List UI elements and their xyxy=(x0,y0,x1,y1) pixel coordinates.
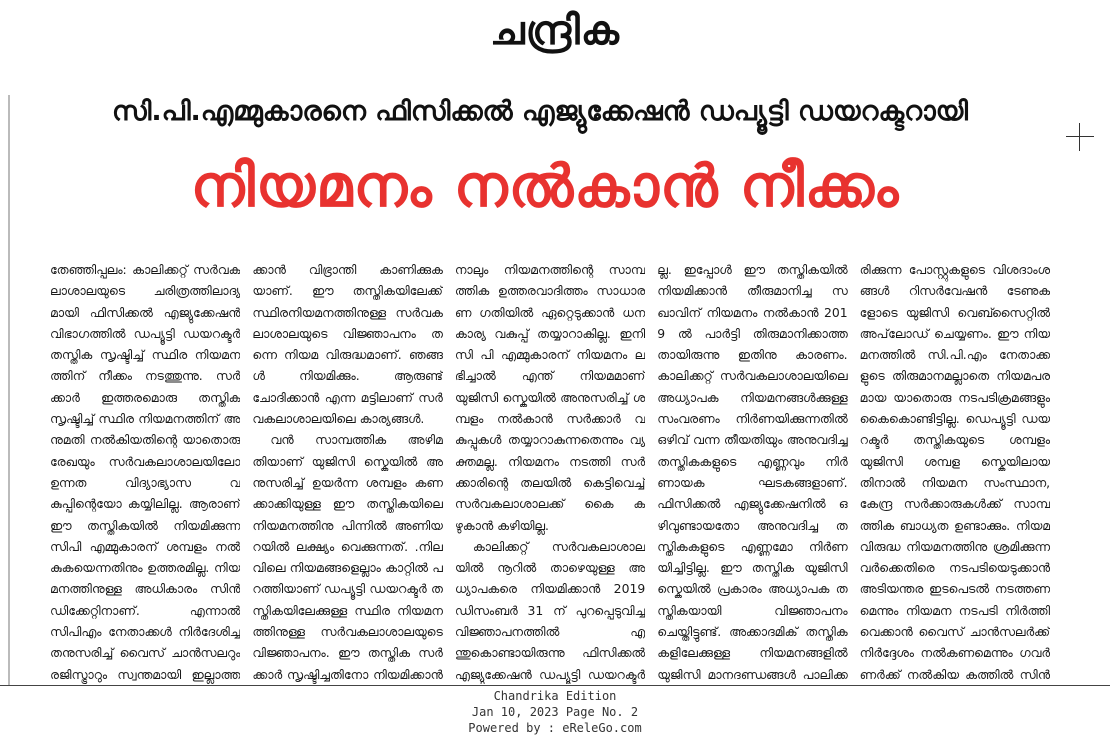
article-column-1 xyxy=(50,259,240,684)
masthead-logo: ചന്ദ്രിക xyxy=(490,8,620,54)
left-margin-rule xyxy=(8,95,10,685)
article-kicker: സി.പി.എമ്മുകാരനെ ഫിസിക്കൽ എജ്യുക്കേഷൻ ഡപ്യൂട്ടി ഡയറക്ടറായി xyxy=(111,96,969,127)
crop-mark xyxy=(1066,123,1094,151)
footer-date-page: Jan 10, 2023 Page No. 2 xyxy=(471,705,639,719)
footer-edition: Chandrika Edition xyxy=(493,689,617,703)
article-paragraph: നാലും നിയമനത്തിന്റെ സാമ്പത്തിക ഉത്തരവാദിത്തം സാധാരണ ഗതിയിൽ ഏറ്റെടുക്കാൻ ധനകാര്യ വകുപ്പ് തയ്യാറാകില്ല. ഇനി സി പി എമ്മുകാരന് നിയമനം ലഭിച്ചാൽ എന്ത് നിയമമാണ് യുജിസി സ്കെയിൽ അനുസരിച്ച് ശമ്പളം നൽകാൻ സർക്കാർ വകുപ്പുകൾ തയ്യാറാകുന്നതെന്നും വ്യക്തമല്ല. നിയമനം നടത്തി സർക്കാരിന്റെ തലയിൽ കെട്ടിവെച്ച് സർവകലാശാലക്ക് കൈ കഴുകാൻ കഴിയില്ല. xyxy=(454,262,646,533)
article-paragraph: ല്ല. ഇപ്പോൾ ഈ തസ്തികയിൽ നിയമിക്കാൻ തീരുമാനിച്ച സഖാവിന് നിയമനം നൽകാൻ 2019 ൽ പാർട്ടി തിരുമാനിക്കാത്തതായിരുന്നു ഇതിനു കാരണം. കാലിക്കറ്റ് സർവകലാശാലയിലെ അധ്യാപക നിയമനങ്ങൾക്കുള്ള സംവരണം നിർണയിക്കുന്നതിൽ ഒഴിവ് വന്ന തീയതിയും അനുവദിച്ച തസ്തികകളുടെ എണ്ണവും നിർണായക ഘടകങ്ങളാണ്. ഫിസിക്കൽ എജ്യുക്കേഷനിൽ ഒഴിവുണ്ടായതോ അനുവദിച്ച തസ്തികകളുടെ എണ്ണമോ നിർണയിച്ചിട്ടില്ല. ഈ തസ്തിക യുജിസി സ്കെയിൽ പ്രകാരം അധ്യാപക തസ്തികയായി വിജ്ഞാപനം ചെയ്തിട്ടുണ്ട്. അക്കാദമിക് തസ്തികകളിലേക്കുള്ള നിയമനങ്ങളിൽ യുജിസി മാനദണ്ഡങ്ങൾ പാലിക്ക xyxy=(657,262,848,682)
article-body xyxy=(50,259,1050,684)
article-column-3 xyxy=(455,259,645,684)
page-footer xyxy=(0,688,1110,736)
article-headline: നിയമനം നൽകാൻ നീക്കം xyxy=(190,152,900,220)
footer-divider xyxy=(0,685,1110,686)
footer-powered-by: Powered by : eReleGo.com xyxy=(468,721,642,735)
article-column-4 xyxy=(657,259,847,684)
article-column-5 xyxy=(860,259,1050,684)
article-paragraph: രിക്കുന്ന പോസ്റ്റുകളുടെ വിശദാംശങ്ങൾ റിസർവേഷൻ ടേണുകളോടെ യുജിസി വെബ്സൈറ്റിൽ അപ്‌ലോഡ് ചെയ്യണം. ഈ നിയമനത്തിൽ സി.പി.എം നേതാക്കളുടെ തിരുമാനമല്ലാതെ നിയമപരമായ യാതൊരു നടപടിക്രമങ്ങളും കൈകൊണ്ടിട്ടില്ല. ഡെപ്യൂട്ടി ഡയറക്ടർ തസ്തികയുടെ ശമ്പളം യുജിസി ശമ്പള സ്കെയിലായതിനാൽ നിയമന സംസ്ഥാന, കേന്ദ്ര സർക്കാരുകൾക്ക് സാമ്പത്തിക ബാധ്യത ഉണ്ടാക്കും. നിയമവിരുദ്ധ നിയമനത്തിനു ശ്രമിക്കുന്നവർക്കെതിരെ നടപടിയെടുക്കാൻ അടിയന്തര ഇടപെടൽ നടത്തണമെന്നും നിയമന നടപടി നിർത്തി വെക്കാൻ വൈസ് ചാൻസലർക്ക് നിർദ്ദേശം നൽകണമെന്നും ഗവർണർക്ക് നൽകിയ കത്തിൽ സിൻ xyxy=(859,262,1051,682)
article-paragraph: വൻ സാമ്പത്തിക അഴിമതിയാണ് യുജിസി സ്കെയിൽ അനുസരിച്ച് ഉയർന്ന ശമ്പളം കണക്കാക്കിയുള്ള ഈ തസ്തികയിലെ നിയമനത്തിനു പിന്നിൽ അണിയറയിൽ ലക്ഷ്യം വെക്കുന്നത്. .നിലവിലെ നിയമങ്ങളെല്ലാം കാറ്റിൽ പറത്തിയാണ് ഡപ്യൂട്ടി ഡയറക്ടർ തസ്തികയിലേക്കുള്ള സ്ഥിര നിയമനത്തിനുള്ള സർവകലാശാലയുടെ വിജ്ഞാപനം. ഈ തസ്തിക സർക്കാർ സൃഷ്ടിച്ചതിനോ നിയമിക്കാൻ xyxy=(252,432,443,682)
article-paragraph: ക്കാൻ വിഭ്രാന്തി കാണിക്കുകയാണ്. ഈ തസ്തികയിലേക്ക് സ്ഥിരനിയമനത്തിനുള്ള സർവകലാശാലയുടെ വിജ്ഞാപനം തന്നെ നിയമ വിരുദ്ധമാണ്. ഞങ്ങൾ നിയമിക്കും. ആരുണ്ട് ചോദിക്കാൻ എന്ന മട്ടിലാണ് സർവകലാശാലയിലെ കാര്യങ്ങൾ. xyxy=(252,262,443,427)
article-paragraph: തേഞ്ഞിപ്പലം: കാലിക്കറ്റ് സർവകലാശാലയുടെ ചരിത്രത്തിലാദ്യമായി ഫിസിക്കൽ എജ്യുക്കേഷൻ വിഭാഗത്തിൽ ഡപ്യൂട്ടി ഡയറക്ടർ തസ്തിക സൃഷ്ടിച്ച് സ്ഥിര നിയമനത്തിന് നീക്കം നടത്തുന്നു. സർക്കാർ ഇത്തരമൊരു തസ്തിക സൃഷ്ടിച്ച് സ്ഥിര നിയമനത്തിന് അനുമതി നൽകിയതിന്റെ യാതൊരു രേഖയും സർവകലാശാലയിലോ ഉന്നത വിദ്യാഭ്യാസ വകുപ്പിന്റെയോ കയ്യിലില്ല. ആരാണ് ഈ തസ്തികയിൽ നിയമിക്കുന്ന സിപി എമ്മുകാരന് ശമ്പളം നൽകുകയെന്നതിനും ഉത്തരമില്ല. നിയമനത്തിനുള്ള അധികാരം സിൻഡിക്കേറ്റിനാണ്. എന്നാൽ സിപിഎം നേതാക്കൾ നിർദേശിച്ചതനുസരിച്ച് വൈസ് ചാൻസലറും രജിസ്ട്രാറും സ്വന്തമായി ഇല്ലാത്ത xyxy=(50,262,241,682)
article-column-2 xyxy=(252,259,442,684)
article-paragraph: കാലിക്കറ്റ് സർവകലാശാലയിൽ നൂറിൽ താഴെയുള്ള അധ്യാപകരെ നിയമിക്കാൻ 2019 ഡിസംബർ 31 ന് പുറപ്പെടുവിച്ച വിജ്ഞാപനത്തിൽ എന്തുകൊണ്ടായിരുന്നു ഫിസിക്കൽ എജ്യുക്കേഷൻ ഡപ്യൂട്ടി ഡയറക്ടർ xyxy=(454,538,646,682)
